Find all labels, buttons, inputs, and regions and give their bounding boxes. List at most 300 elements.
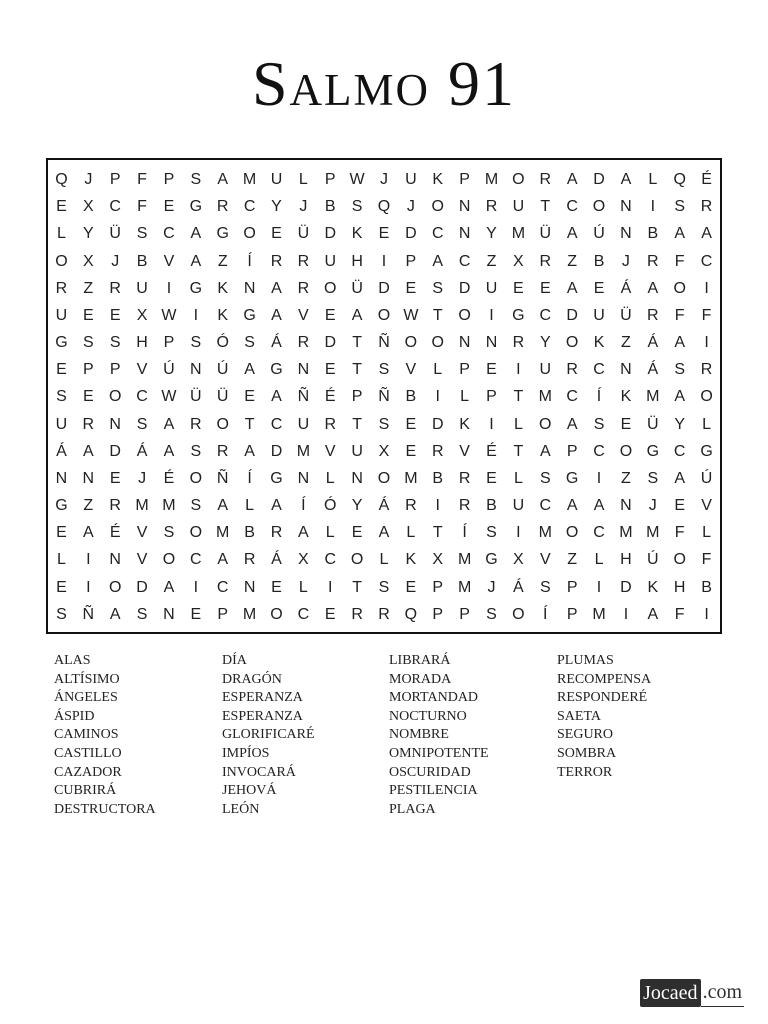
grid-letter: A — [566, 171, 578, 188]
word-list-item: SAETA — [557, 708, 601, 724]
word-list-item: SOMBRA — [557, 745, 617, 761]
grid-letter: N — [243, 279, 256, 297]
grid-letter: E — [351, 524, 363, 542]
word-list-item: CAZADOR — [54, 764, 122, 780]
grid-letter: C — [700, 252, 713, 270]
grid-letter: S — [136, 225, 148, 243]
grid-letter: A — [647, 279, 659, 297]
word-list — [54, 652, 734, 832]
grid-letter: A — [217, 551, 229, 569]
grid-letter: E — [620, 415, 632, 433]
grid-letter: V — [136, 551, 148, 569]
word-search-grid — [46, 158, 722, 634]
grid-letter: O — [108, 388, 122, 406]
grid-letter: Í — [247, 252, 252, 270]
grid-letter: A — [674, 334, 685, 352]
grid-letter: R — [700, 198, 713, 216]
grid-letter: A — [566, 415, 578, 433]
grid-letter: Z — [83, 279, 94, 297]
grid-letter: O — [458, 306, 471, 324]
word-list-item: LIBRARÁ — [389, 653, 451, 668]
grid-letter: P — [566, 578, 578, 596]
grid-letter: B — [405, 388, 417, 406]
grid-letter: Y — [351, 497, 363, 515]
grid-letter: W — [161, 306, 177, 324]
grid-letter: A — [271, 497, 282, 515]
grid-letter: D — [405, 225, 417, 243]
grid-letter: A — [298, 524, 309, 542]
grid-letter: Á — [647, 334, 659, 352]
grid-letter: G — [243, 306, 256, 324]
grid-letter: M — [242, 171, 257, 188]
grid-letter: I — [596, 469, 602, 487]
grid-letter: B — [593, 252, 605, 270]
grid-letter: V — [459, 442, 470, 460]
grid-letter: J — [487, 578, 496, 596]
grid-letter: Í — [543, 605, 548, 623]
grid-letter: N — [297, 469, 310, 487]
logo-dark-part: Jocaed — [640, 979, 700, 1007]
grid-letter: N — [458, 334, 471, 352]
grid-letter: Ü — [351, 279, 363, 297]
grid-letter: O — [700, 388, 713, 406]
grid-letter: P — [109, 361, 121, 379]
grid-letter: T — [432, 306, 443, 324]
grid-letter: P — [163, 171, 175, 188]
grid-letter: A — [271, 306, 282, 324]
grid-letter: L — [325, 469, 335, 487]
grid-letter: R — [458, 497, 471, 515]
grid-letter: Q — [377, 198, 391, 216]
grid-letter: U — [55, 306, 68, 324]
grid-letter: B — [701, 578, 712, 596]
grid-letter: A — [271, 279, 282, 297]
grid-letter: U — [593, 306, 605, 324]
grid-letter: G — [55, 334, 68, 352]
word-list-item: ÁNGELES — [54, 690, 118, 706]
grid-letter: R — [700, 361, 713, 379]
grid-letter: L — [433, 361, 443, 379]
grid-letter: O — [673, 551, 686, 569]
grid-letter: A — [566, 279, 578, 297]
word-list-item: MORADA — [389, 671, 452, 687]
grid-letter: A — [190, 252, 202, 270]
grid-letter: P — [459, 605, 470, 623]
grid-letter: E — [486, 361, 497, 379]
word-list-item: MORTANDAD — [389, 690, 479, 706]
grid-letter: V — [163, 252, 175, 270]
grid-letter: R — [566, 361, 578, 379]
grid-letter: V — [701, 497, 712, 515]
grid-letter: O — [189, 524, 203, 542]
grid-letter: I — [650, 198, 656, 216]
grid-letter: P — [324, 171, 336, 188]
grid-letter: P — [459, 171, 470, 188]
grid-letter: S — [647, 469, 659, 487]
grid-letter: C — [593, 524, 605, 542]
grid-letter: M — [135, 497, 149, 515]
grid-letter: G — [55, 497, 68, 515]
grid-letter: S — [378, 415, 390, 433]
grid-letter: C — [243, 198, 256, 216]
grid-letter: X — [432, 551, 444, 569]
grid-letter: M — [404, 469, 418, 487]
grid-letter: S — [190, 497, 202, 515]
grid-letter: Z — [567, 551, 578, 569]
grid-letter: L — [702, 415, 711, 433]
grid-letter: A — [674, 225, 685, 243]
grid-letter: R — [216, 442, 229, 460]
grid-letter: Z — [567, 252, 578, 270]
grid-letter: P — [163, 334, 175, 352]
word-list-column — [389, 652, 554, 819]
grid-letter: J — [84, 171, 93, 188]
grid-letter: M — [538, 388, 552, 406]
grid-letter: I — [86, 551, 91, 569]
grid-letter: R — [55, 279, 68, 297]
grid-letter: X — [378, 442, 390, 460]
word-list-item: CAMINOS — [54, 727, 119, 743]
word-list-item: NOCTURNO — [389, 708, 467, 724]
grid-letter: R — [216, 198, 229, 216]
grid-letter: Ü — [620, 306, 632, 324]
grid-letter: S — [190, 171, 202, 188]
grid-letter: D — [324, 225, 337, 243]
grid-letter: C — [539, 497, 552, 515]
grid-letter: S — [593, 415, 605, 433]
grid-letter: C — [109, 198, 121, 216]
logo-light-part: .com — [701, 978, 744, 1007]
grid-letter: U — [324, 252, 337, 270]
grid-letter: P — [82, 361, 94, 379]
word-list-item: ESPERANZA — [222, 690, 303, 706]
grid-letter: M — [457, 578, 472, 596]
grid-letter: N — [351, 469, 363, 487]
grid-letter: M — [592, 605, 606, 623]
grid-letter: Ü — [216, 388, 229, 406]
grid-letter: C — [216, 578, 229, 596]
grid-letter: I — [489, 306, 494, 324]
grid-letter: R — [243, 551, 256, 569]
grid-letter: C — [190, 551, 202, 569]
grid-letter: R — [539, 171, 552, 188]
grid-letter: W — [349, 171, 365, 188]
grid-letter: I — [328, 578, 333, 596]
grid-letter: C — [566, 388, 578, 406]
grid-letter: W — [403, 306, 419, 324]
grid-letter: O — [108, 578, 122, 596]
grid-letter: Q — [404, 605, 418, 623]
grid-letter: L — [298, 578, 308, 596]
grid-letter: S — [486, 605, 497, 623]
grid-letter: J — [111, 252, 120, 270]
grid-letter: Q — [673, 171, 686, 188]
grid-letter: R — [512, 334, 525, 352]
grid-letter: A — [217, 497, 229, 515]
grid-letter: M — [216, 524, 230, 542]
grid-letter: E — [56, 361, 67, 379]
grid-letter: X — [82, 252, 94, 270]
grid-letter: I — [704, 605, 709, 623]
grid-letter: O — [619, 442, 633, 460]
grid-letter: K — [405, 551, 417, 569]
grid-letter: U — [351, 442, 363, 460]
grid-letter: Ú — [647, 551, 659, 569]
grid-letter: K — [217, 279, 229, 297]
grid-letter: R — [351, 605, 363, 623]
grid-letter: S — [378, 361, 390, 379]
word-list-item: ESPERANZA — [222, 708, 303, 724]
grid-letter: N — [620, 497, 632, 515]
grid-letter: D — [566, 306, 578, 324]
grid-letter: L — [298, 171, 308, 188]
grid-letter: B — [647, 225, 659, 243]
grid-letter: L — [460, 388, 470, 406]
grid-letter: A — [217, 171, 229, 188]
grid-letter: Á — [513, 578, 524, 596]
grid-letter: S — [486, 524, 497, 542]
grid-letter: U — [405, 171, 417, 188]
grid-letter: O — [216, 415, 229, 433]
grid-letter: M — [296, 442, 311, 460]
grid-letter: J — [138, 469, 147, 487]
grid-letter: Á — [647, 361, 659, 379]
grid-letter: R — [109, 279, 121, 297]
word-list-item: PLUMAS — [557, 653, 614, 668]
grid-letter: C — [458, 252, 471, 270]
grid-letter: O — [189, 469, 203, 487]
grid-letter: M — [457, 551, 472, 569]
grid-letter: I — [435, 388, 440, 406]
grid-letter: I — [166, 279, 172, 297]
grid-letter: E — [190, 605, 202, 623]
grid-letter: L — [702, 524, 711, 542]
grid-letter: O — [565, 524, 579, 542]
grid-letter: O — [565, 334, 579, 352]
grid-letter: K — [620, 388, 632, 406]
grid-letter: O — [512, 605, 525, 623]
grid-letter: K — [432, 171, 444, 188]
grid-letter: Ú — [163, 361, 175, 379]
grid-letter: S — [56, 605, 67, 623]
grid-letter: D — [324, 334, 337, 352]
grid-letter: A — [566, 225, 578, 243]
grid-letter: T — [244, 415, 255, 433]
grid-letter: P — [432, 605, 444, 623]
grid-letter: F — [701, 551, 712, 569]
grid-letter: E — [56, 578, 67, 596]
grid-letter: T — [513, 388, 524, 406]
grid-letter: E — [109, 469, 121, 487]
grid-letter: S — [432, 279, 444, 297]
grid-letter: Á — [620, 279, 632, 297]
grid-letter: L — [325, 524, 335, 542]
grid-letter: S — [244, 334, 255, 352]
grid-letter: U — [512, 198, 525, 216]
grid-letter: O — [377, 306, 391, 324]
grid-letter: É — [324, 388, 336, 406]
grid-letter: F — [674, 605, 685, 623]
grid-letter: G — [485, 551, 498, 569]
grid-letter: I — [516, 361, 521, 379]
grid-letter: Y — [486, 225, 497, 243]
word-list-item: INVOCARÁ — [222, 764, 296, 780]
grid-letter: A — [620, 171, 632, 188]
grid-letter: Í — [247, 469, 252, 487]
grid-letter: O — [162, 551, 176, 569]
word-list-item: DRAGÓN — [222, 671, 282, 687]
grid-letter: Í — [301, 497, 306, 515]
grid-letter: I — [623, 605, 629, 623]
grid-letter: R — [324, 415, 337, 433]
grid-letter: A — [674, 388, 685, 406]
grid-letter: O — [243, 225, 256, 243]
grid-letter: W — [161, 388, 177, 406]
grid-letter: I — [489, 415, 494, 433]
grid-letter: Ú — [593, 225, 605, 243]
grid-letter: R — [190, 415, 202, 433]
grid-letter: E — [405, 578, 417, 596]
grid-letter: U — [136, 279, 148, 297]
grid-letter: E — [82, 388, 94, 406]
grid-letter: X — [136, 306, 148, 324]
grid-letter: R — [378, 605, 390, 623]
grid-letter: Z — [217, 252, 228, 270]
grid-letter: Á — [271, 551, 282, 569]
grid-letter: S — [539, 469, 551, 487]
grid-letter: Ü — [109, 225, 121, 243]
grid-letter: O — [377, 469, 391, 487]
grid-letter: A — [566, 497, 578, 515]
grid-letter: P — [566, 442, 578, 460]
grid-letter: S — [136, 605, 148, 623]
grid-letter: X — [298, 551, 309, 569]
grid-letter: G — [189, 279, 203, 297]
grid-letter: S — [674, 198, 685, 216]
grid-letter: R — [539, 252, 552, 270]
grid-letter: C — [270, 415, 283, 433]
grid-letter: S — [539, 578, 551, 596]
grid-letter: E — [163, 198, 175, 216]
grid-letter: J — [379, 171, 388, 188]
grid-letter: Ó — [324, 497, 337, 515]
grid-letter: U — [539, 361, 552, 379]
grid-letter: G — [270, 361, 283, 379]
grid-letter: L — [406, 524, 416, 542]
word-list-item: CASTILLO — [54, 745, 122, 761]
grid-letter: Z — [486, 252, 497, 270]
grid-letter: B — [136, 252, 148, 270]
grid-letter: J — [406, 198, 415, 216]
grid-letter: R — [647, 306, 659, 324]
grid-letter: M — [162, 497, 176, 515]
grid-letter: A — [190, 225, 202, 243]
grid-letter: Ü — [539, 225, 552, 243]
grid-letter: C — [566, 198, 578, 216]
grid-letter: S — [163, 524, 175, 542]
word-list-item: JEHOVÁ — [222, 783, 277, 799]
word-list-item: SEGURO — [557, 727, 614, 743]
grid-letter: F — [137, 198, 147, 216]
grid-letter: Q — [55, 171, 68, 188]
grid-letter: O — [512, 171, 525, 188]
grid-letter: M — [619, 524, 633, 542]
grid-letter: I — [596, 578, 602, 596]
grid-letter: A — [163, 442, 175, 460]
grid-letter: E — [674, 497, 685, 515]
grid-letter: M — [242, 605, 257, 623]
grid-letter: X — [513, 551, 524, 569]
grid-letter: C — [673, 442, 686, 460]
grid-letter: E — [405, 279, 417, 297]
grid-letter: H — [620, 551, 632, 569]
grid-letter: N — [485, 334, 498, 352]
grid-letter: Á — [56, 442, 67, 460]
word-list-item: TERROR — [557, 764, 613, 780]
grid-letter: E — [244, 388, 255, 406]
grid-letter: Ú — [700, 469, 713, 487]
word-list-item: ALTÍSIMO — [54, 671, 120, 687]
grid-letter: R — [297, 252, 310, 270]
grid-letter: C — [136, 388, 148, 406]
grid-letter: K — [459, 415, 470, 433]
grid-letter: S — [190, 334, 202, 352]
word-list-item: NOMBRE — [389, 727, 449, 743]
grid-letter: C — [324, 551, 337, 569]
grid-letter: H — [351, 252, 363, 270]
grid-letter: E — [324, 605, 336, 623]
grid-letter: Á — [136, 442, 148, 460]
grid-letter: S — [109, 334, 121, 352]
grid-letter: Ñ — [378, 334, 390, 352]
grid-letter: Á — [271, 334, 282, 352]
grid-letter: R — [297, 334, 310, 352]
grid-letter: V — [405, 361, 417, 379]
word-list-item: OMNIPOTENTE — [389, 745, 489, 761]
grid-letter: F — [137, 171, 147, 188]
grid-letter: É — [486, 442, 497, 460]
grid-letter: P — [405, 252, 417, 270]
grid-letter: N — [190, 361, 202, 379]
grid-letter: L — [245, 497, 255, 515]
grid-letter: A — [163, 578, 175, 596]
grid-letter: F — [674, 252, 685, 270]
grid-letter: P — [351, 388, 363, 406]
grid-letter: I — [381, 252, 387, 270]
grid-letter: Á — [378, 497, 390, 515]
grid-letter: R — [647, 252, 659, 270]
grid-letter: B — [432, 469, 444, 487]
word-list-item: DÍA — [222, 653, 247, 668]
grid-letter: E — [593, 279, 605, 297]
grid-letter: N — [163, 605, 175, 623]
grid-letter: R — [270, 524, 283, 542]
grid-letter: U — [270, 171, 283, 188]
grid-letter: O — [592, 198, 606, 216]
grid-letter: O — [270, 605, 283, 623]
grid-letter: G — [565, 469, 579, 487]
grid-letter: Ú — [216, 361, 229, 379]
grid-letter: T — [513, 442, 524, 460]
word-list-item: ALAS — [54, 653, 91, 668]
grid-letter: Í — [596, 388, 602, 406]
grid-letter: A — [647, 605, 659, 623]
grid-letter: K — [593, 334, 605, 352]
grid-letter: A — [82, 442, 94, 460]
grid-letter: N — [620, 198, 632, 216]
grid-letter: A — [244, 361, 255, 379]
grid-letter: Ü — [297, 225, 310, 243]
